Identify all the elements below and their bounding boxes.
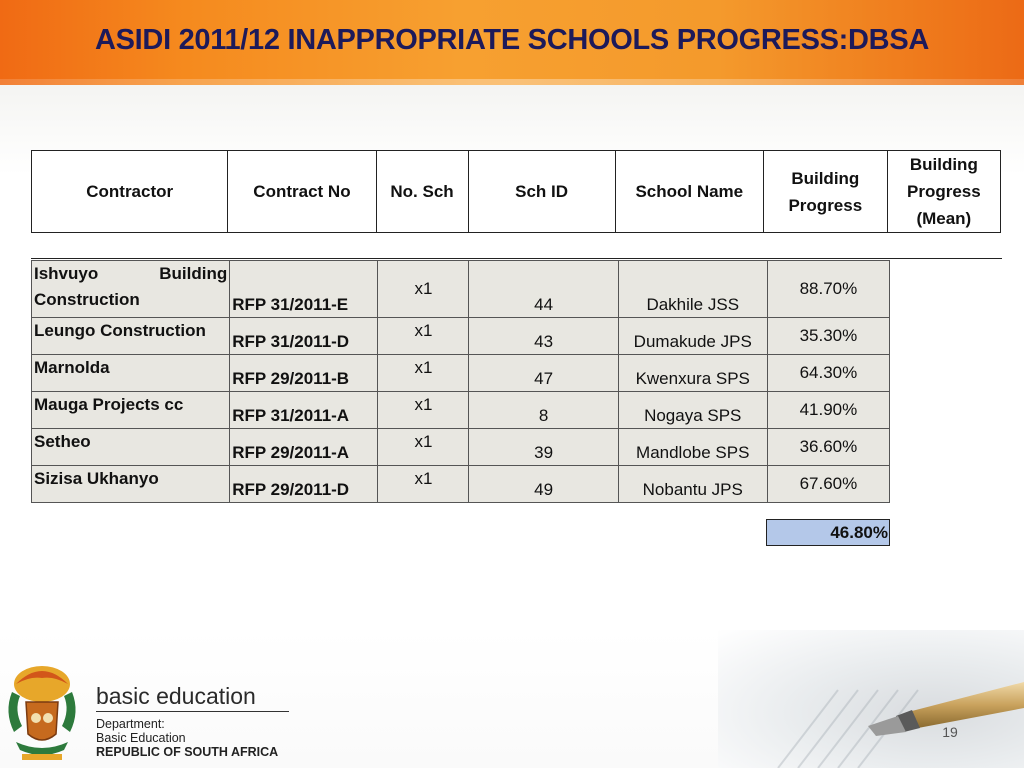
data-table xyxy=(31,260,890,503)
cell-progress: 88.70% xyxy=(767,261,889,318)
contractor-word-2: Building xyxy=(159,264,228,283)
contractor-word-1: Ishvuyo xyxy=(34,264,99,283)
cell-no-sch: x1 xyxy=(378,261,469,318)
cell-contract-no: RFP 29/2011-B xyxy=(230,355,378,392)
table-row xyxy=(32,261,890,318)
cell-contractor: Mauga Projects cc xyxy=(32,392,230,429)
cell-contractor: Setheo xyxy=(32,429,230,466)
cell-contract-no: RFP 31/2011-A xyxy=(230,392,378,429)
cell-progress: 36.60% xyxy=(767,429,889,466)
cell-sch-id: 47 xyxy=(469,355,618,392)
header-school-name: School Name xyxy=(615,151,763,233)
department-name: Basic Education xyxy=(96,731,186,745)
cell-no-sch: x1 xyxy=(378,466,469,503)
cell-school-name: Mandlobe SPS xyxy=(618,429,767,466)
country-name: REPUBLIC OF SOUTH AFRICA xyxy=(96,745,279,759)
header-row xyxy=(32,151,1001,233)
cell-contractor: Marnolda xyxy=(32,355,230,392)
header-table xyxy=(31,150,1001,233)
header-contract-no: Contract No xyxy=(228,151,376,233)
cell-contract-no: RFP 31/2011-D xyxy=(230,318,378,355)
cell-sch-id: 49 xyxy=(469,466,618,503)
department-label: Department: xyxy=(96,717,165,731)
header-building-progress-mean: Building Progress (Mean) xyxy=(887,151,1000,233)
cell-progress: 35.30% xyxy=(767,318,889,355)
cell-contract-no: RFP 29/2011-D xyxy=(230,466,378,503)
contractor-line-2: Construction xyxy=(34,290,140,309)
pen-icon xyxy=(718,630,1024,768)
header-no-sch: No. Sch xyxy=(376,151,468,233)
cell-contractor: Sizisa Ukhanyo xyxy=(32,466,230,503)
cell-school-name: Dumakude JPS xyxy=(618,318,767,355)
cell-no-sch: x1 xyxy=(378,429,469,466)
header-building-progress: Building Progress xyxy=(763,151,887,233)
contractor-line-1 xyxy=(34,261,227,287)
slide-title: ASIDI 2011/12 INAPPROPRIATE SCHOOLS PROGRESS:DBSA xyxy=(94,24,930,56)
cell-contractor xyxy=(32,261,230,318)
cell-contractor: Leungo Construction xyxy=(32,318,230,355)
cell-no-sch: x1 xyxy=(378,318,469,355)
pen-photo xyxy=(718,630,1024,768)
cell-school-name: Nobantu JPS xyxy=(618,466,767,503)
table-row xyxy=(32,429,890,466)
table-row xyxy=(32,318,890,355)
cell-contract-no: RFP 29/2011-A xyxy=(230,429,378,466)
cell-progress: 67.60% xyxy=(767,466,889,503)
cell-school-name: Kwenxura SPS xyxy=(618,355,767,392)
cell-sch-id: 43 xyxy=(469,318,618,355)
table-row xyxy=(32,392,890,429)
table-row xyxy=(32,466,890,503)
page-number: 19 xyxy=(942,724,958,740)
cell-school-name: Nogaya SPS xyxy=(618,392,767,429)
cell-sch-id: 8 xyxy=(469,392,618,429)
cell-sch-id: 44 xyxy=(469,261,618,318)
brand-name: basic education xyxy=(96,683,256,709)
cell-progress: 64.30% xyxy=(767,355,889,392)
brand-divider xyxy=(96,711,289,712)
cell-progress: 41.90% xyxy=(767,392,889,429)
table-row xyxy=(32,355,890,392)
cell-no-sch: x1 xyxy=(378,392,469,429)
cell-school-name: Dakhile JSS xyxy=(618,261,767,318)
coat-of-arms-logo xyxy=(2,662,82,766)
header-sch-id: Sch ID xyxy=(468,151,615,233)
cell-contract-no: RFP 31/2011-E xyxy=(230,261,378,318)
header-contractor: Contractor xyxy=(32,151,228,233)
cell-sch-id: 39 xyxy=(469,429,618,466)
separator-line xyxy=(31,258,1002,259)
mean-progress-value: 46.80% xyxy=(766,519,890,546)
cell-no-sch: x1 xyxy=(378,355,469,392)
